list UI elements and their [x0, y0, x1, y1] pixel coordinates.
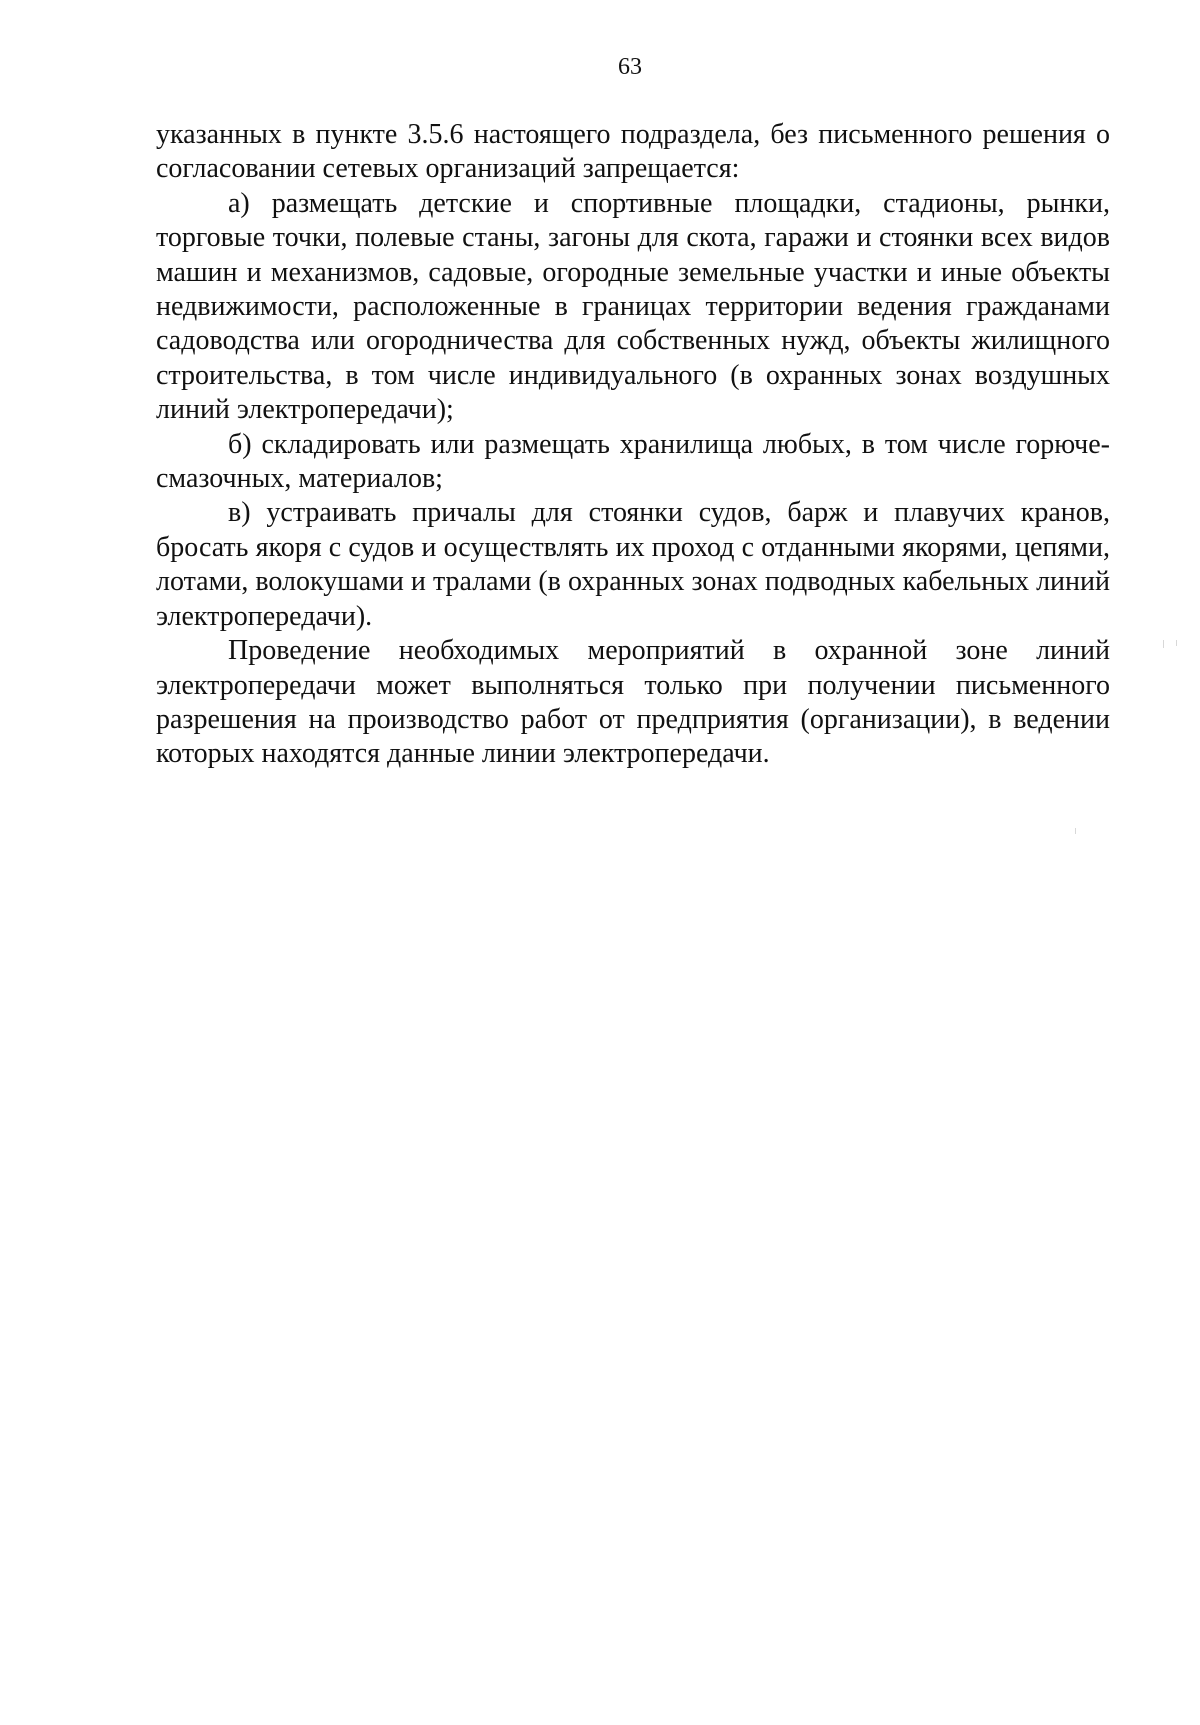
scan-artifact-line — [1163, 640, 1164, 648]
page-number: 63 — [618, 54, 642, 80]
scan-artifact-line — [1075, 828, 1076, 834]
paragraph-continuation: указанных в пункте 3.5.6 настоящего подраздела, без письменного решения о согласовании сетевых организаций запрещается: — [156, 119, 1110, 185]
paragraph-item-a: а) размещать детские и спортивные площадки, стадионы, рынки, торговые точки, полевые станы, загоны для скота, гаражи и стоянки всех видов машин и механизмов, садовые, огородные земельные участки и иные объекты недвижимости, расположенные в границах территории ведения гражданами садоводства или огородничества для собственных нужд, объекты жилищного строительства, в том числе индивидуального (в охранных зонах воздушных линий электропередачи); — [156, 187, 1110, 426]
paragraph-conclusion: Проведение необходимых мероприятий в охранной зоне линий электропередачи может выполняться только при получении письменного разрешения на производство работ от предприятия (организации), в ведении которых находятся данные линии электропередачи. — [156, 635, 1110, 770]
document-body — [156, 118, 1110, 772]
scan-artifact-line — [1176, 640, 1177, 646]
paragraph-item-v: в) устраивать причалы для стоянки судов, барж и плавучих кранов, бросать якоря с судов и осуществлять их проход с отданными якорями, цепями, лотами, волокушами и тралами (в охранных зонах подводных кабельных линий электропередачи). — [156, 497, 1110, 632]
paragraph-item-b: б) складировать или размещать хранилища любых, в том числе горюче-смазочных, материалов; — [156, 428, 1110, 495]
